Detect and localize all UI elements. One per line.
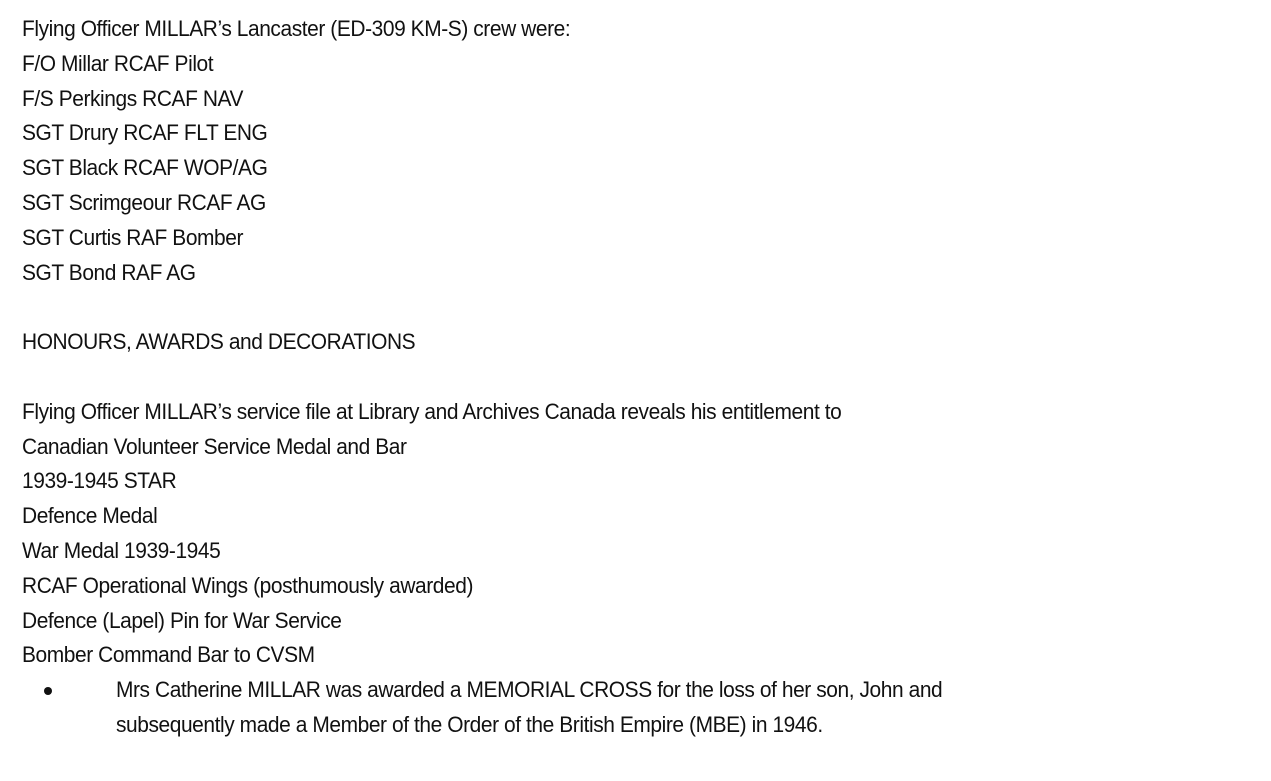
crew-section bbox=[22, 12, 1252, 290]
crew-member: SGT Curtis RAF Bomber bbox=[22, 224, 244, 250]
award-item: Defence (Lapel) Pin for War Service bbox=[22, 607, 342, 633]
bullet-line-1: Mrs Catherine MILLAR was awarded a MEMORIAL CROSS for the loss of her son, John and bbox=[116, 677, 943, 703]
award-item: Defence Medal bbox=[22, 503, 158, 529]
crew-member: F/S Perkings RCAF NAV bbox=[22, 85, 244, 111]
crew-member: SGT Bond RAF AG bbox=[22, 259, 196, 285]
award-item: Canadian Volunteer Service Medal and Bar bbox=[22, 433, 407, 459]
spacer bbox=[22, 360, 1252, 395]
honours-section bbox=[22, 395, 1252, 673]
crew-member: F/O Millar RCAF Pilot bbox=[22, 50, 214, 76]
crew-member: SGT Drury RCAF FLT ENG bbox=[22, 120, 268, 146]
spacer bbox=[22, 290, 1252, 325]
honours-heading: HONOURS, AWARDS and DECORATIONS bbox=[22, 329, 416, 355]
bullet-icon bbox=[44, 687, 52, 695]
award-item: RCAF Operational Wings (posthumously awarded) bbox=[22, 572, 474, 598]
award-item: War Medal 1939-1945 bbox=[22, 537, 221, 563]
crew-member: SGT Scrimgeour RCAF AG bbox=[22, 189, 266, 215]
bullet-line-2: subsequently made a Member of the Order of the British Empire (MBE) in 1946. bbox=[116, 711, 823, 737]
award-item: 1939-1945 STAR bbox=[22, 468, 177, 494]
document-body bbox=[22, 12, 1252, 743]
award-item: Bomber Command Bar to CVSM bbox=[22, 642, 315, 668]
crew-heading: Flying Officer MILLAR’s Lancaster (ED-309 KM-S) crew were: bbox=[22, 16, 571, 41]
memorial-cross-note bbox=[22, 673, 1252, 743]
crew-member: SGT Black RCAF WOP/AG bbox=[22, 155, 268, 181]
bullet-text bbox=[116, 673, 1252, 743]
honours-intro: Flying Officer MILLAR’s service file at Library and Archives Canada reveals his entitlement to bbox=[22, 398, 842, 424]
